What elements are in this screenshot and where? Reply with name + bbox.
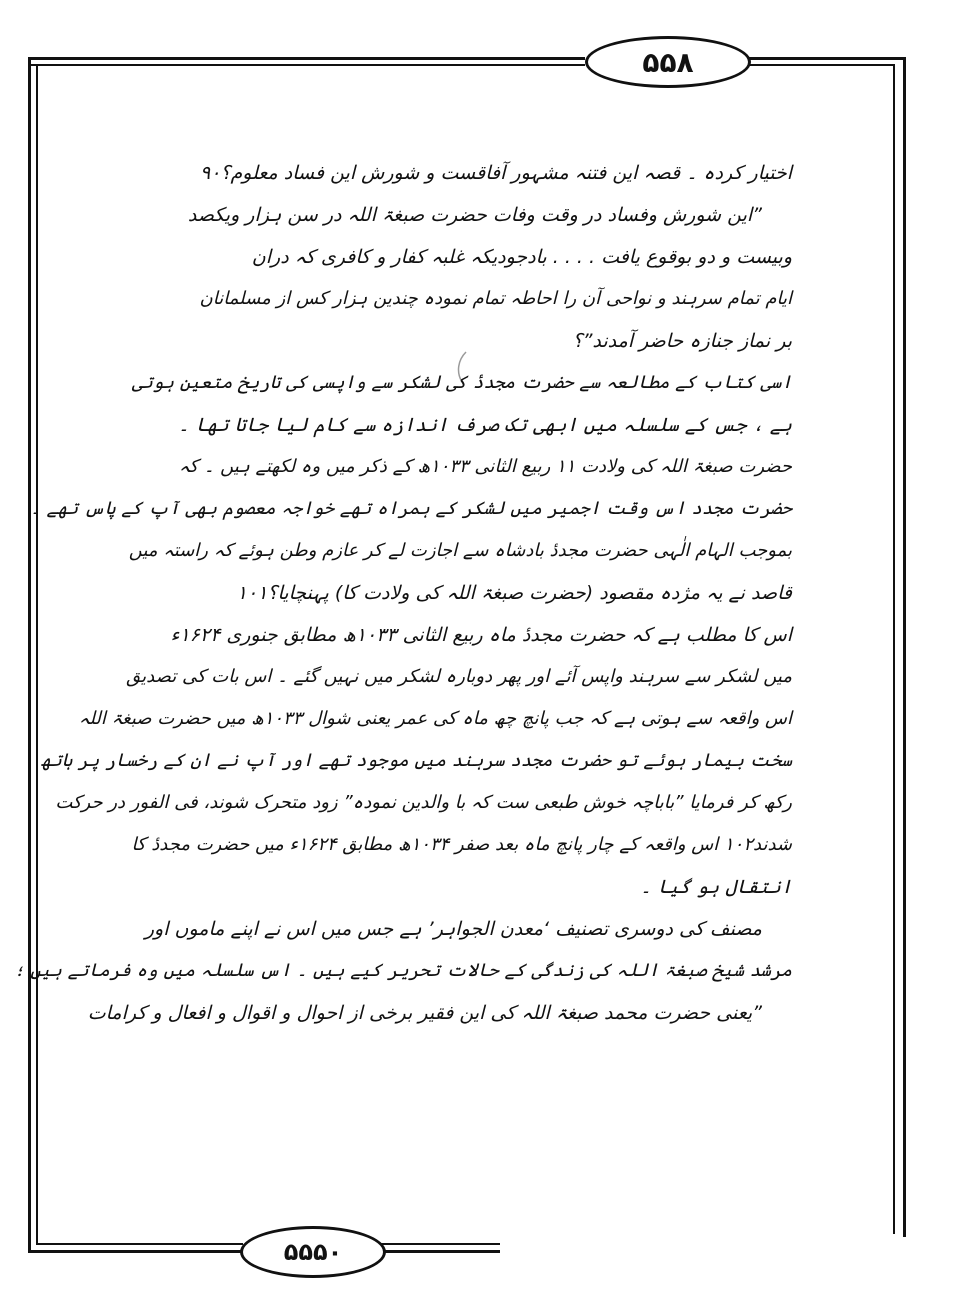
urdu-body-text xyxy=(14,152,792,1034)
page-number-bottom: ۵۵۵۰ xyxy=(240,1226,386,1278)
body-line-11: قاصد نے یہ مژدہ مقصود (حضرت صبغۃ اللہ کی ولادت کا) پہنچایا؟۱۰۱ xyxy=(236,582,792,604)
body-line-15: سخت بیمار ہوئے تو حضرت مجدد سرہند میں موجود تھے اور آپ نے ان کے رخسار پر ہاتھ xyxy=(40,750,792,771)
frame-top-right-line-inner xyxy=(745,64,895,66)
body-line-21: ”یعنی حضرت محمد صبغۃ اللہ کی این فقیر برخی از احوال و اقوال و افعال و کرامات xyxy=(87,1002,762,1024)
body-line-8: حضرت صبغۃ اللہ کی ولادت ۱۱ ربیع الثانی ۱۰۳۳ھ کے ذکر میں وہ لکھتے ہیں ۔ کہ xyxy=(178,456,792,477)
frame-bottom-line-inner xyxy=(36,1243,243,1245)
body-line-13: میں لشکر سے سرہند واپس آئے اور پھر دوبارہ لشکر میں نہیں گئے ۔ اس بات کی تصدیق xyxy=(126,666,792,687)
body-line-20: مرشد شیخ صبغۃ اللہ کی زندگی کے حالات تحریر کیے ہیں ۔ اس سلسلہ میں وہ فرماتے ہیں ؛ xyxy=(14,960,792,981)
frame-right-border-outer xyxy=(903,57,906,1237)
body-line-14: اس واقعہ سے ہوتی ہے کہ جب پانچ چھ ماہ کی عمر یعنی شوال ۱۰۳۳ھ میں حضرت صبغۃ اللہ xyxy=(78,708,792,729)
body-line-12: اس کا مطلب ہے کہ حضرت مجددٔ ماہ ربیع الثانی ۱۰۳۳ھ مطابق جنوری ۱۶۲۴ء xyxy=(170,624,792,646)
body-line-19: مصنف کی دوسری تصنیف ‘معدن الجواہر’ ہے جس میں اس نے اپنے ماموں اور xyxy=(144,918,762,940)
frame-bottom-line-outer xyxy=(28,1250,243,1253)
frame-left-border-inner xyxy=(36,64,38,1244)
body-line-10: بموجب الہام الٰہی حضرت مجددٔ بادشاہ سے اجازت لے کر عازم وطن ہوئے کہ راستہ میں xyxy=(128,540,792,561)
body-line-7: ہے ، جس کے سلسلہ میں ابھی تک صرف اندازہ سے کام لیا جاتا تھا ۔ xyxy=(178,414,792,436)
page-number-top: ۵۵۸ xyxy=(585,36,751,88)
frame-top-line-inner xyxy=(30,64,585,66)
body-line-1: اختیار کردہ ۔ قصہ این فتنہ مشہور آفاقست و شورش این فساد معلوم؟‏۹۰ xyxy=(200,162,792,184)
frame-top-right-line-outer xyxy=(745,57,905,60)
frame-top-line-outer xyxy=(30,57,585,60)
body-line-18: انتقال ہو گیا ۔ xyxy=(640,876,792,898)
body-line-3: وبیست و دو بوقوع یافت . . . . بادجودیکہ غلبہ کفار و کافری کہ دران xyxy=(251,246,792,268)
body-line-9: حضرت مجدد اس وقت اجمیر میں لشکر کے ہمراہ تھے خواجہ معصوم بھی آپ کے پاس تھے ۔ xyxy=(30,498,792,519)
frame-bottom-right-line-outer xyxy=(380,1250,500,1253)
body-line-17: شدند‏۱۰۲ اس واقعہ کے چار پانچ ماہ بعد صفر ۱۰۳۴ھ مطابق ۱۶۲۴ء میں حضرت مجددٔ کا xyxy=(131,834,792,855)
body-line-5: بر نماز جنازہ حاضر آمدند”؟ xyxy=(572,330,792,352)
body-line-6: اسی کتاب کے مطالعہ سے حضرت مجددٔ کی لشکر سے واپسی کی تاریخ متعین ہوتی xyxy=(131,372,792,393)
frame-left-border-outer xyxy=(28,57,31,1252)
frame-bottom-right-line-inner xyxy=(380,1243,500,1245)
body-line-2: ”این شورش وفساد در وقت وفات حضرت صبغۃ اللہ در سن ہزار ویکصد xyxy=(187,204,762,226)
body-line-16: رکھ کر فرمایا ”باباچہ خوش طبعی ست کہ با والدین نمودہ” زود متحرک شوند، فی الفور در حرکت xyxy=(55,792,792,813)
frame-right-border-inner xyxy=(893,64,895,1234)
body-line-4: ایام تمام سرہند و نواحی آن را احاطہ تمام نمودہ چندین ہزار کس از مسلمانان xyxy=(199,288,792,309)
